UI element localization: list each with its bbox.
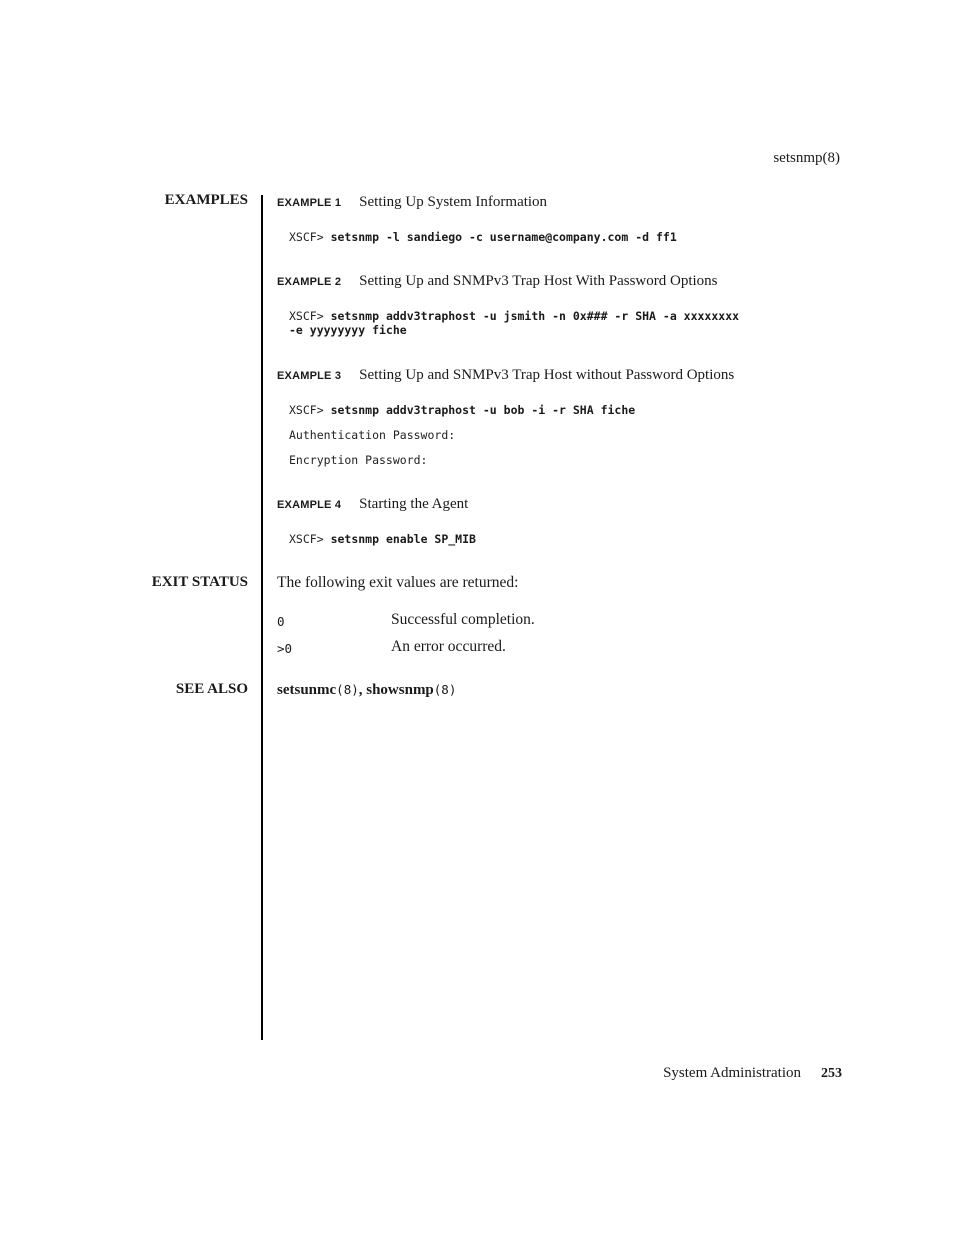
example-label: EXAMPLE 1 (277, 197, 342, 209)
page-footer (663, 1064, 842, 1082)
example-title: Setting Up and SNMPv3 Trap Host without Password Options (359, 367, 735, 383)
section-heading-examples: EXAMPLES (164, 192, 248, 208)
example-label: EXAMPLE 2 (277, 276, 342, 288)
example-2-code-line-1 (289, 309, 739, 323)
shell-prompt: XSCF> (289, 532, 324, 546)
shell-prompt: XSCF> (289, 403, 324, 417)
see-also-link-section: (8) (433, 682, 457, 697)
example-4-heading (277, 495, 468, 513)
example-title: Setting Up and SNMPv3 Trap Host With Password Options (359, 273, 718, 289)
example-3-output-line-2: Encryption Password: (289, 453, 428, 467)
example-3-code-line-1 (289, 403, 635, 417)
example-title: Setting Up System Information (359, 194, 548, 210)
exit-code: 0 (277, 614, 285, 629)
example-1-code-line-1 (289, 230, 677, 244)
example-label: EXAMPLE 4 (277, 499, 342, 511)
shell-command: setsnmp addv3traphost -u bob -i -r SHA fiche (330, 403, 636, 417)
example-label: EXAMPLE 3 (277, 370, 342, 382)
exit-status-intro: The following exit values are returned: (277, 574, 519, 591)
example-title: Starting the Agent (359, 496, 469, 512)
see-also-link-name[interactable]: setsunmc (277, 682, 337, 698)
section-divider-rule (261, 195, 263, 1040)
exit-code-description: Successful completion. (391, 611, 535, 628)
example-3-heading (277, 366, 734, 384)
footer-book-title: System Administration (663, 1065, 801, 1081)
section-heading-see-also: SEE ALSO (175, 681, 248, 697)
see-also-separator: , (358, 682, 367, 698)
page-number: 253 (821, 1066, 842, 1081)
example-4-code-line-1 (289, 532, 476, 546)
example-1-heading (277, 193, 547, 211)
shell-command: setsnmp enable SP_MIB (330, 532, 476, 546)
section-heading-exit-status: EXIT STATUS (151, 574, 248, 590)
shell-prompt: XSCF> (289, 230, 324, 244)
shell-prompt: XSCF> (289, 309, 324, 323)
example-3-output-line-1: Authentication Password: (289, 428, 456, 442)
see-also-link-name[interactable]: showsnmp (366, 682, 434, 698)
shell-command: setsnmp -l sandiego -c username@company.com -d ff1 (330, 230, 677, 244)
page-header: setsnmp(8) (773, 150, 840, 166)
see-also-link-section: (8) (336, 682, 359, 697)
example-2-code-line-2 (289, 323, 407, 337)
exit-code: >0 (277, 641, 293, 656)
exit-code-description: An error occurred. (391, 638, 506, 655)
shell-command: setsnmp addv3traphost -u jsmith -n 0x### -r SHA -a xxxxxxxx (330, 309, 740, 323)
example-2-heading (277, 272, 718, 290)
see-also-list (277, 681, 456, 699)
shell-command: -e yyyyyyyy fiche (289, 323, 407, 337)
